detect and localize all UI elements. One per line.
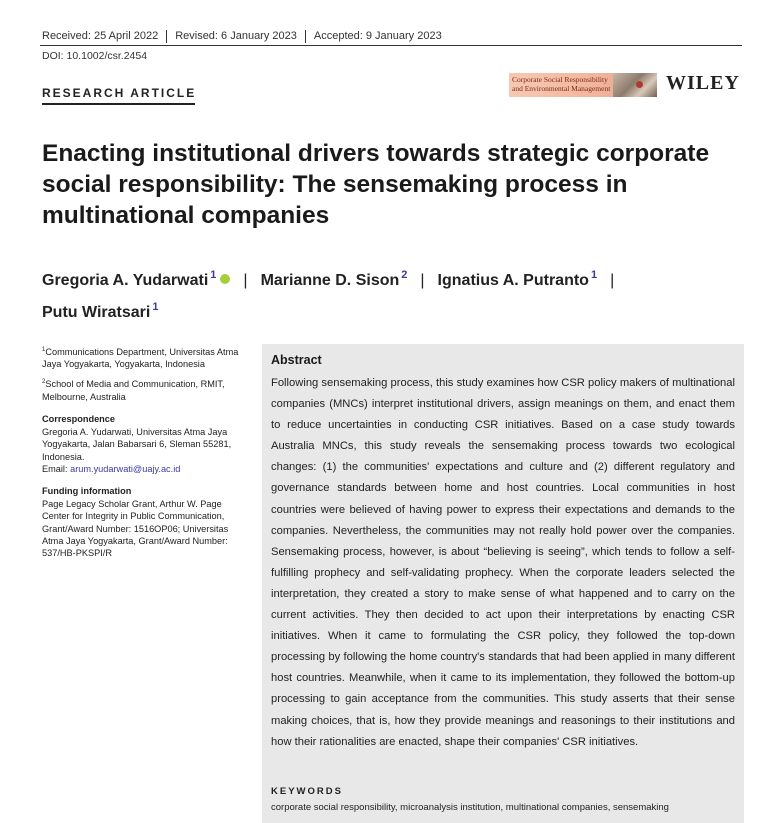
- affiliation-text: Communications Department, Universitas Atma Jaya Yogyakarta, Yogyakarta, Indonesia: [42, 347, 239, 370]
- author-name[interactable]: Ignatius A. Putranto: [437, 272, 589, 289]
- article-type-label: RESEARCH ARTICLE: [42, 86, 197, 100]
- author-list: [42, 262, 742, 326]
- accepted-date: Accepted: 9 January 2023: [305, 30, 450, 43]
- journal-name: Corporate Social Responsibility and Environmental Management: [512, 75, 611, 93]
- journal-emblem-icon: [636, 81, 643, 88]
- article-title: Enacting institutional drivers towards strategic corporate social responsibility: The sensemaking process in multinational companies: [42, 140, 710, 229]
- funding-heading: Funding information: [42, 485, 132, 496]
- email-link[interactable]: arum.yudarwati@uajy.ac.id: [70, 463, 181, 474]
- author-name[interactable]: Putu Wiratsari: [42, 304, 151, 321]
- author-name[interactable]: Gregoria A. Yudarwati: [42, 272, 209, 289]
- affiliation: [42, 376, 247, 402]
- abstract-body: Following sensemaking process, this study examines how CSR policy makers of multinational companies (MNCs) interpret institutional drivers, assign meanings on them, and enact them to reduce uncertainties in conducting CSR initiatives. Based on a case study towards Australia MNCs, this study reveals the sensemaking process towards two ecological changes: (1) the communities' expectations and culture and (2) different regulatory and governance standards between home and host countries. Local communities in host countries were believed of having power to express their expectations and demands to the companies. Nevertheless, the communities may not really hold power over the companies. Sensemaking process, however, is about “believing is seeing”, which tends to follow a self-fulfilling prophecy and self-validating prophecy. When the corporate leaders selected the interpretation, they created a story to make sense of what happened and to carry on the current activities. They then decided to act upon their interpretations by enacting CSR initiatives. When it came to formulating the CSR policy, they followed the top-down processing by following the home country's standards that had been applied in many different host countries. Meanwhile, when it came to its implementation, they followed the bottom-up processing to gain acceptance from the communities. This study asserts that their sense making choices, that is, how they provide meanings and reasonings to their institutions and how their rationalities are enacted, shape their companies' CSR initiatives.: [271, 377, 735, 748]
- author-separator: |: [243, 272, 248, 289]
- article-info-column: [42, 344, 247, 565]
- author-affiliation-marker: 1: [590, 269, 598, 281]
- keywords-list: corporate social responsibility, microanalysis institution, multinational companies, sensemaking: [271, 802, 669, 813]
- affiliation-number: 1: [42, 347, 46, 353]
- author-affiliation-marker: 1: [152, 301, 159, 313]
- publisher-logo[interactable]: WILEY: [666, 72, 740, 94]
- header-divider: [40, 45, 742, 46]
- orcid-icon[interactable]: [220, 274, 230, 284]
- article-dates: [42, 30, 450, 43]
- author-separator: |: [420, 272, 425, 289]
- affiliation: [42, 344, 247, 370]
- revised-date: Revised: 6 January 2023: [166, 30, 305, 43]
- email-label: Email:: [42, 463, 71, 474]
- correspondence-details: [42, 426, 247, 475]
- journal-cover-image: [613, 73, 657, 97]
- received-date: Received: 25 April 2022: [42, 30, 159, 42]
- correspondence-address: Gregoria A. Yudarwati, Universitas Atma Jaya Yogyakarta, Jalan Babarsari 6, Sleman 55281, Indonesia.: [42, 427, 232, 462]
- article-type-underline: [42, 103, 195, 105]
- abstract-heading: Abstract: [271, 353, 322, 367]
- author-affiliation-marker: 1: [210, 269, 217, 281]
- abstract-panel: [262, 344, 744, 823]
- affiliation-number: 2: [42, 379, 46, 386]
- affiliation-text: School of Media and Communication, RMIT, Melbourne, Australia: [42, 379, 225, 402]
- keywords-heading: KEYWORDS: [271, 786, 343, 797]
- author-separator: |: [610, 272, 615, 289]
- journal-logo[interactable]: [509, 73, 657, 97]
- doi-link[interactable]: DOI: 10.1002/csr.2454: [42, 50, 148, 62]
- funding-text: Page Legacy Scholar Grant, Arthur W. Page Center for Integrity in Public Communication, Grant/Award Number: 1516OP06; Universitas Atma Jaya Yogyakarta, Grant/Award Number: 537/HB-PKSPI/R: [42, 499, 229, 558]
- correspondence-heading: Correspondence: [42, 413, 116, 424]
- author-name[interactable]: Marianne D. Sison: [260, 272, 400, 289]
- author-affiliation-marker: 2: [401, 269, 408, 281]
